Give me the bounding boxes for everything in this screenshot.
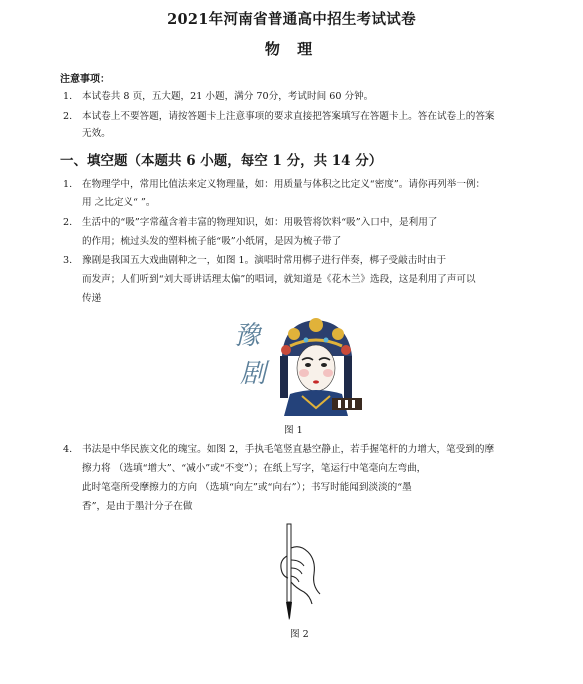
notice-line: 本试卷共 8 页，五大题，21 小题，满分 70分，考试时间 60 分钟。	[82, 91, 374, 102]
question-number-1: 1.	[63, 179, 73, 190]
question-line: 而发声；人们听到“刘大哥讲话理太偏”的唱词，就知道是《花木兰》选段，这是利用了声可以	[82, 274, 476, 285]
opera-mask-icon	[272, 316, 362, 416]
question-line: 豫剧是我国五大戏曲剧种之一，如图 1。演唱时常用梆子进行伴奏，梆子受敲击时由于	[82, 255, 447, 266]
calligraphy-char-2: 剧	[240, 359, 267, 389]
figure-1-caption: 图 1	[284, 425, 303, 436]
hand-brush-icon	[270, 522, 330, 622]
section-heading: 一、填空题（本题共 6 小题，每空 1 分，共 14 分）	[60, 153, 383, 169]
notice-line: 本试卷上不要答题，请按答题卡上注意事项的要求直接把答案填写在答题卡上。答在试卷上的答案	[82, 111, 495, 122]
question-line: 的作用；梳过头发的塑料梳子能“吸”小纸屑，是因为梳子带了	[82, 236, 342, 247]
question-line: 擦力将 （选填“增大”、“减小”或“不变”）；在纸上写字，笔运行中笔毫向左弯曲，	[82, 463, 427, 474]
question-number-4: 4.	[63, 444, 73, 455]
calligraphy-char-1: 豫	[234, 321, 261, 351]
figure-2-caption: 图 2	[290, 629, 309, 640]
question-line: 用 之比定义“ ”。	[82, 197, 156, 208]
question-line: 香”，是由于墨汁分子在做	[82, 501, 193, 512]
notice-heading: 注意事项：	[60, 74, 110, 85]
question-line: 书法是中华民族文化的瑰宝。如图 2，手执毛笔竖直悬空静止，若手握笔杆的力增大，笔受到的摩	[82, 444, 495, 455]
question-number-3: 3.	[63, 255, 73, 266]
notice-number-2: 2.	[63, 111, 73, 122]
question-number-2: 2.	[63, 217, 73, 228]
question-line: 在物理学中，常用比值法来定义物理量，如：用质量与体积之比定义“密度”。请你再列举一例：	[82, 179, 486, 190]
subject-title: 物 理	[264, 40, 319, 58]
notice-number-1: 1.	[63, 91, 73, 102]
question-line: 传递	[82, 293, 102, 304]
question-line: 生活中的“吸”字常蕴含着丰富的物理知识，如：用吸管将饮料“吸”入口中，是利用了	[82, 217, 438, 228]
notice-line: 无效。	[82, 128, 111, 139]
exam-title: 2021年河南省普通高中招生考试试卷	[167, 11, 416, 28]
question-line: 此时笔毫所受摩擦力的方向 （选填“向左”或“向右”）；书写时能闻到淡淡的“墨	[82, 482, 412, 493]
